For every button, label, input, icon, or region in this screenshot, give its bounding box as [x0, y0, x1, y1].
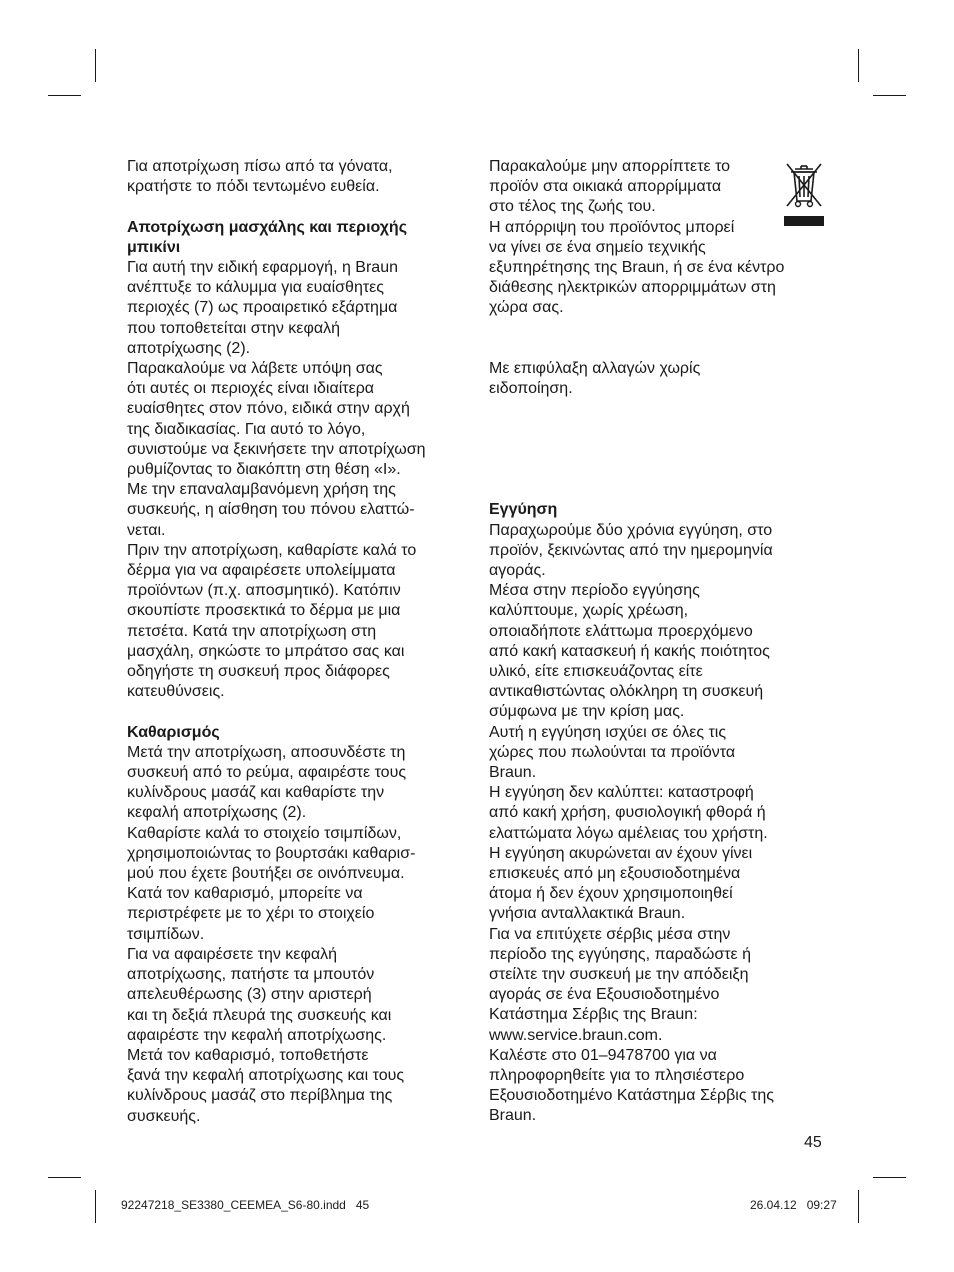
- text-line: Για αποτρίχωση πίσω από τα γόνατα,: [127, 158, 393, 175]
- crossed-out-wheelie-bin-icon: [782, 161, 826, 227]
- text-line: Πριν την αποτρίχωση, καθαρίστε καλά το: [127, 541, 417, 559]
- crop-mark-top-right-horizontal: [873, 95, 906, 96]
- text-line: οποιαδήποτε ελάττωμα προερχόμενο: [489, 622, 753, 640]
- text-line: κεφαλή αποτρίχωσης (2).: [127, 804, 307, 822]
- footer-file-name: 92247218_SE3380_CEEMEA_S6-80.indd 45: [121, 1198, 370, 1212]
- text-line: αφαιρέστε την κεφαλή αποτρίχωσης.: [127, 1026, 387, 1044]
- text-line: τσιμπίδων.: [127, 925, 205, 943]
- text-line: από κακή κατασκευή ή κακής ποιότητος: [489, 642, 770, 660]
- text-line: προϊόν, ξεκινώντας από την ημερομηνία: [489, 541, 773, 559]
- text-line: που τοποθετείται στην κεφαλή: [127, 319, 340, 337]
- text-line: και τη δεξιά πλευρά της συσκευής και: [127, 1006, 392, 1024]
- underarm-paragraph: [127, 258, 460, 702]
- text-line: Καλέστε στο 01–9478700 για να: [489, 1046, 717, 1064]
- text-line: Καθαρίστε καλά το στοιχείο τσιμπίδων,: [127, 824, 402, 842]
- text-line: Η εγγύηση δεν καλύπτει: καταστροφή: [489, 784, 754, 802]
- text-line: αγοράς σε ένα Εξουσιοδοτημένο: [489, 986, 720, 1004]
- text-line: συνιστούμε να ξεκινήσετε την αποτρίχωση: [127, 440, 426, 458]
- text-line: Η απόρριψη του προϊόντος μπορεί: [489, 218, 735, 236]
- text-line: σύμφωνα με την κρίση μας.: [489, 703, 685, 721]
- text-line: στο τέλος της ζωής του.: [489, 198, 656, 216]
- text-line: ειδοποίηση.: [489, 380, 573, 398]
- text-line: εξυπηρέτησης της Braun, ή σε ένα κέντρο: [489, 259, 785, 277]
- text-line: να γίνει σε ένα σημείο τεχνικής: [489, 238, 706, 256]
- text-line: χώρα σας.: [489, 299, 564, 317]
- text-line: περιοχές (7) ως προαιρετικό εξάρτημα: [127, 299, 398, 317]
- text-line: αποτρίχωσης (2).: [127, 339, 251, 357]
- crop-mark-top-right-vertical: [858, 49, 859, 82]
- text-line: ανέπτυξε το κάλυμμα για ευαίσθητες: [127, 279, 384, 297]
- text-line: Με επιφύλαξη αλλαγών χωρίς: [489, 360, 701, 377]
- text-line: Μετά τον καθαρισμό, τοποθετήστε: [127, 1046, 369, 1064]
- notice-paragraph: [489, 359, 831, 399]
- text-line: διάθεσης ηλεκτρικών απορριμμάτων στη: [489, 279, 776, 297]
- text-line: επισκευές από μη εξουσιοδοτημένα: [489, 865, 741, 882]
- disposal-paragraph: [489, 157, 831, 319]
- text-line: κυλίνδρους μασάζ στο περίβλημα της: [127, 1087, 393, 1105]
- text-line: αντικαθιστώντας ολόκληρη τη συσκευή: [489, 683, 764, 701]
- warranty-paragraph: [489, 521, 831, 1127]
- text-line: Μετά την αποτρίχωση, αποσυνδέστε τη: [127, 743, 406, 761]
- cleaning-heading: Καθαρισμός: [127, 723, 220, 741]
- text-line: Braun.: [489, 1107, 537, 1125]
- warranty-heading: Εγγύηση: [489, 501, 558, 519]
- text-line: απελευθέρωσης (3) στην αριστερή: [127, 986, 372, 1004]
- footer-timestamp: 26.04.12 09:27: [750, 1198, 837, 1212]
- text-line: οδηγήστε τη συσκευή προς διάφορες: [127, 663, 390, 681]
- text-line: μπικίνι: [127, 238, 181, 256]
- text-line: περίοδο της εγγύησης, παραδώστε ή: [489, 945, 751, 963]
- crop-mark-bottom-right-vertical: [858, 1190, 859, 1223]
- cleaning-paragraph: [127, 743, 460, 1127]
- text-line: κυλίνδρους μασάζ και καθαρίστε την: [127, 784, 385, 802]
- text-line: Για να επιτύχετε σέρβις μέσα στην: [489, 925, 731, 943]
- text-line: Μέσα στην περίοδο εγγύησης: [489, 582, 700, 600]
- text-line: αποτρίχωσης, πατήστε τα μπουτόν: [127, 966, 375, 984]
- crop-mark-bottom-left-vertical: [95, 1190, 96, 1223]
- underarm-heading: [127, 218, 460, 258]
- crop-mark-top-left-horizontal: [48, 95, 81, 96]
- text-line: Εξουσιοδοτημένο Κατάστημα Σέρβις της: [489, 1087, 774, 1105]
- text-line: προϊόν στα οικιακά απορρίμματα: [489, 178, 722, 196]
- text-line: καλύπτουμε, χωρίς χρέωση,: [489, 602, 689, 620]
- crop-mark-top-left-vertical: [95, 49, 96, 82]
- text-line: αγοράς.: [489, 561, 546, 579]
- text-line: μασχάλη, σηκώστε το μπράτσο σας και: [127, 642, 405, 660]
- text-line: ρυθμίζοντας το διακόπτη στη θέση «I».: [127, 461, 401, 479]
- text-line: χρησιμοποιώντας το βουρτσάκι καθαρισ-: [127, 844, 416, 862]
- text-line: Η εγγύηση ακυρώνεται αν έχουν γίνει: [489, 844, 753, 862]
- right-column: [489, 157, 831, 1127]
- text-line: Για αυτή την ειδική εφαρμογή, η Braun: [127, 259, 398, 276]
- text-line: Αποτρίχωση μασχάλης και περιοχής: [127, 218, 408, 236]
- text-line: δέρμα για να αφαιρέσετε υπολείμματα: [127, 562, 396, 580]
- text-line: Με την επαναλαμβανόμενη χρήση της: [127, 481, 396, 499]
- text-line: ευαίσθητες στον πόνο, ειδικά στην αρχή: [127, 400, 410, 418]
- text-line: Κατά τον καθαρισμό, μπορείτε να: [127, 885, 363, 903]
- text-line: γνήσια ανταλλακτικά Braun.: [489, 905, 686, 923]
- text-line: συσκευής, η αίσθηση του πόνου ελαττώ-: [127, 501, 415, 519]
- text-line: Αυτή η εγγύηση ισχύει σε όλες τις: [489, 723, 727, 741]
- left-column: [127, 157, 460, 1127]
- text-line: Braun.: [489, 763, 537, 781]
- text-line: Παρακαλούμε να λάβετε υπόψη σας: [127, 360, 383, 378]
- text-line: στείλτε την συσκευή με την απόδειξη: [489, 966, 749, 984]
- text-line: άτομα ή δεν έχουν χρησιμοποιηθεί: [489, 885, 733, 903]
- text-line: νεται.: [127, 521, 166, 539]
- text-line: www.service.braun.com.: [489, 1026, 663, 1044]
- text-line: σκουπίστε προσεκτικά το δέρμα με μια: [127, 602, 401, 620]
- text-line: προϊόντων (π.χ. αποσμητικό). Κατόπιν: [127, 582, 401, 600]
- text-line: Κατάστημα Σέρβις της Braun:: [489, 1006, 698, 1024]
- text-line: συσκευή από το ρεύμα, αφαιρέστε τους: [127, 764, 407, 782]
- crop-mark-bottom-left-horizontal: [48, 1177, 81, 1178]
- text-line: της διαδικασίας. Για αυτό το λόγο,: [127, 420, 366, 438]
- page-number: 45: [804, 1134, 822, 1151]
- text-line: περιστρέφετε με το χέρι το στοιχείο: [127, 905, 375, 923]
- text-line: συσκευής.: [127, 1107, 201, 1125]
- text-line: μού που έχετε βουτήξει σε οινόπνευμα.: [127, 865, 405, 883]
- text-line: υλικό, είτε επισκευάζοντας είτε: [489, 662, 703, 680]
- text-line: ελαττώματα λόγω αμέλειας του χρήστη.: [489, 824, 768, 842]
- text-line: Για να αφαιρέσετε την κεφαλή: [127, 945, 337, 963]
- intro-paragraph: [127, 157, 460, 197]
- text-line: πετσέτα. Κατά την αποτρίχωση στη: [127, 622, 377, 640]
- text-line: Παρακαλούμε μην απορρίπτετε το: [489, 158, 731, 175]
- text-line: από κακή χρήση, φυσιολογική φθορά ή: [489, 804, 766, 822]
- text-line: χώρες που πωλούνται τα προϊόντα: [489, 743, 736, 761]
- text-line: κατευθύνσεις.: [127, 683, 225, 701]
- text-line: κρατήστε το πόδι τεντωμένο ευθεία.: [127, 178, 380, 196]
- text-line: Παραχωρούμε δύο χρόνια εγγύηση, στο: [489, 521, 773, 539]
- text-line: ξανά την κεφαλή αποτρίχωσης και τους: [127, 1067, 405, 1085]
- crop-mark-bottom-right-horizontal: [873, 1177, 906, 1178]
- text-line: πληροφορηθείτε για το πλησιέστερο: [489, 1067, 745, 1085]
- text-line: ότι αυτές οι περιοχές είναι ιδιαίτερα: [127, 380, 375, 398]
